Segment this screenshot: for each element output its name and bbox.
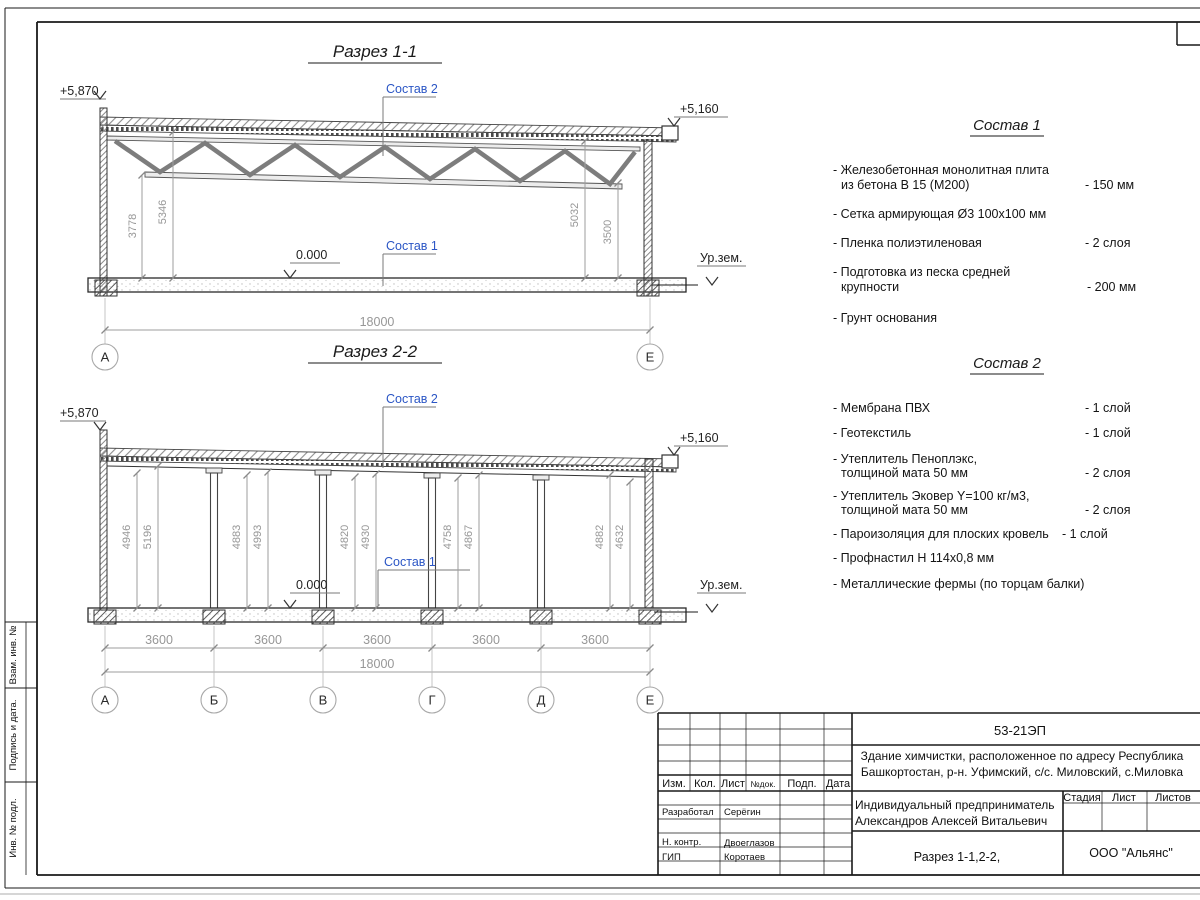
col-data: Дата — [825, 778, 851, 790]
dim-bay3-h2: 4930 — [360, 524, 372, 550]
dim-total-1-1: 18000 — [359, 315, 395, 329]
section-1-1 — [60, 42, 746, 370]
leader-sostav1-2-2 — [378, 555, 470, 606]
elevation-zero-value-22: 0.000 — [296, 578, 328, 592]
elevation-parapet-1-1 — [60, 84, 106, 99]
client-line2: Александров Алексей Витальевич — [855, 814, 1048, 828]
leader-sostav1-label-22: Состав 1 — [384, 555, 436, 569]
sostav2-item1-line1: - Мембрана ПВХ — [833, 401, 931, 415]
dim-bay4-h2: 4867 — [463, 524, 475, 550]
dim-3500: 3500 — [602, 219, 614, 245]
sostav-2-title: Состав 2 — [973, 355, 1041, 372]
sheet-number-box — [1177, 22, 1200, 45]
sostav1-item3-line1: - Пленка полиэтиленовая — [833, 236, 982, 250]
leader-sostav1-label: Состав 1 — [386, 239, 438, 253]
wall-left-2-2 — [100, 430, 107, 610]
sostav1-item4-line1: - Подготовка из песка средней — [833, 265, 1011, 279]
leader-sostav2-label-22: Состав 2 — [386, 392, 438, 406]
margin-label-podpis: Подпись и дата. — [8, 699, 19, 771]
margin-column — [5, 622, 37, 875]
sostav2-item2-line1: - Геотекстиль — [833, 426, 912, 440]
sheet-header: Лист — [1112, 792, 1136, 804]
axis-letter-22-a: А — [100, 692, 110, 708]
elevation-zero-value: 0.000 — [296, 248, 328, 262]
wall-right-1-1 — [644, 140, 652, 296]
dim-total-2-2: 18000 — [359, 657, 395, 671]
sostav1-item1-line2: из бетона В 15 (М200) — [841, 178, 970, 192]
roof-edge-cap-1-1 — [662, 126, 678, 140]
row-ncontrol-role: Н. контр. — [662, 837, 702, 848]
sostav-2-list — [833, 355, 1131, 591]
sostav2-item5-line1: - Пароизоляция для плоских кровель — [833, 527, 1049, 541]
elevation-roof-right-2-2 — [668, 431, 728, 455]
leader-sostav2-label: Состав 2 — [386, 82, 438, 96]
section-2-2 — [60, 342, 746, 713]
col-izm: Изм. — [662, 778, 686, 790]
elevation-parapet-value: +5,870 — [60, 84, 99, 98]
sostav2-item4-line1: - Утеплитель Эковер Y=100 кг/м3, — [833, 489, 1030, 503]
sostav2-item3-line2: толщиной мата 50 мм — [841, 466, 968, 480]
object-name-line1: Здание химчистки, расположенное по адресу Республика — [860, 749, 1184, 763]
sostav1-item4-value: - 200 мм — [1087, 280, 1137, 294]
row-gip-role: ГИП — [662, 852, 681, 863]
dims-vertical-1-1 — [127, 129, 622, 282]
axis-letter-22-d: Д — [536, 692, 546, 708]
elevation-roof-right-1-1 — [668, 102, 728, 126]
client-line1: Индивидуальный предприниматель — [855, 798, 1055, 812]
axis-letter-22-g: Г — [428, 692, 436, 708]
col-podp: Подп. — [787, 778, 817, 790]
axis-letter-22-v: В — [318, 692, 328, 708]
dim-3778: 3778 — [127, 213, 139, 239]
section-2-2-title: Разрез 2-2 — [332, 342, 418, 361]
wall-left-1-1 — [100, 108, 107, 296]
row-developer-name: Серёгин — [724, 807, 761, 818]
sostav2-item5-value: - 1 слой — [1062, 527, 1108, 541]
ground-level-label: Ур.зем. — [700, 251, 743, 265]
roof-2-2 — [100, 448, 678, 477]
dims-bottom-2-2 — [92, 626, 663, 713]
dim-bay2-w: 3600 — [254, 633, 282, 647]
doc-code: 53-21ЭП — [994, 723, 1046, 738]
ground-level-label-22: Ур.зем. — [700, 578, 743, 592]
dim-bay1-h2: 5196 — [142, 524, 154, 550]
stage-header: Стадия — [1063, 792, 1101, 804]
axis-letter-a: А — [100, 349, 110, 365]
sostav1-item3-value: - 2 слоя — [1085, 236, 1131, 250]
col-ndok: №док. — [750, 779, 776, 789]
sostav2-item6-line1: - Профнастил Н 114х0,8 мм — [833, 551, 995, 565]
dim-5346: 5346 — [157, 199, 169, 225]
floor-1-1 — [88, 278, 698, 296]
row-ncontrol-name: Двоеглазов — [724, 838, 775, 849]
elevation-roof-right-value: +5,160 — [680, 102, 719, 116]
sostav1-item2-line1: - Сетка армирующая Ø3 100х100 мм — [833, 207, 1047, 221]
elevation-parapet-value-22: +5,870 — [60, 406, 99, 420]
sheets-header: Листов — [1155, 792, 1191, 804]
dim-bay3-w: 3600 — [363, 633, 391, 647]
dim-bay4-h1: 4758 — [442, 524, 454, 550]
row-developer-role: Разработал — [662, 807, 714, 818]
dim-bay5-h1: 4882 — [594, 524, 606, 550]
margin-label-vzam: Взам. инв. № — [8, 625, 19, 685]
elevation-parapet-2-2 — [60, 406, 106, 430]
sostav2-item2-value: - 1 слой — [1085, 426, 1131, 440]
col-kol: Кол. — [694, 778, 716, 790]
roof-edge-cap-2-2 — [662, 455, 678, 468]
sostav1-item1-value: - 150 мм — [1085, 178, 1135, 192]
elevation-zero-1-1 — [284, 248, 340, 278]
dim-bay2-h2: 4993 — [252, 524, 264, 550]
object-name-line2: Башкортостан, р-н. Уфимский, с/с. Миловский, с.Миловка — [860, 765, 1184, 779]
dim-bay1-h1: 4946 — [121, 524, 133, 550]
sostav-1-title: Состав 1 — [973, 117, 1041, 134]
sostav1-item4-line2: крупности — [841, 280, 900, 294]
dims-vertical-2-2 — [121, 463, 634, 612]
dim-bay5-h2: 4632 — [614, 524, 626, 550]
elevation-zero-2-2 — [284, 578, 340, 608]
dim-bay2-h1: 4883 — [231, 524, 243, 550]
floor-2-2 — [88, 608, 698, 624]
sostav-1-list — [833, 117, 1136, 325]
title-block — [658, 713, 1200, 875]
axis-letter-e: Е — [645, 349, 655, 365]
dim-bay4-w: 3600 — [472, 633, 500, 647]
ground-level-2-2 — [697, 578, 746, 612]
sostav2-item4-value: - 2 слоя — [1085, 503, 1131, 517]
drawing-name: Разрез 1-1,2-2, — [913, 850, 1001, 864]
sostav2-item7-line1: - Металлические фермы (по торцам балки) — [833, 577, 1085, 591]
sostav2-item1-value: - 1 слой — [1085, 401, 1131, 415]
company-name: ООО "Альянс" — [1089, 846, 1173, 860]
sostav2-item4-line2: толщиной мата 50 мм — [841, 503, 968, 517]
sostav1-item1-line1: - Железобетонная монолитная плита — [833, 163, 1049, 177]
margin-label-inv: Инв. № подл. — [8, 798, 19, 858]
axis-letter-22-e: Е — [645, 692, 655, 708]
sostav2-item3-value: - 2 слоя — [1085, 466, 1131, 480]
sostav1-item5-line1: - Грунт основания — [833, 311, 938, 325]
dim-bay3-h1: 4820 — [339, 524, 351, 550]
dim-5032: 5032 — [569, 202, 581, 228]
col-list: Лист — [721, 778, 745, 790]
wall-right-2-2 — [645, 459, 653, 608]
dim-bay5-w: 3600 — [581, 633, 609, 647]
axis-letter-22-b: Б — [209, 692, 219, 708]
elevation-roof-right-value-22: +5,160 — [680, 431, 719, 445]
ground-level-1-1 — [697, 251, 746, 285]
row-gip-name: Коротаев — [724, 852, 766, 863]
roof-1-1 — [100, 117, 678, 151]
section-1-1-title: Разрез 1-1 — [332, 42, 418, 61]
dim-bay1-w: 3600 — [145, 633, 173, 647]
sostav2-item3-line1: - Утеплитель Пеноплэкс, — [833, 452, 978, 466]
